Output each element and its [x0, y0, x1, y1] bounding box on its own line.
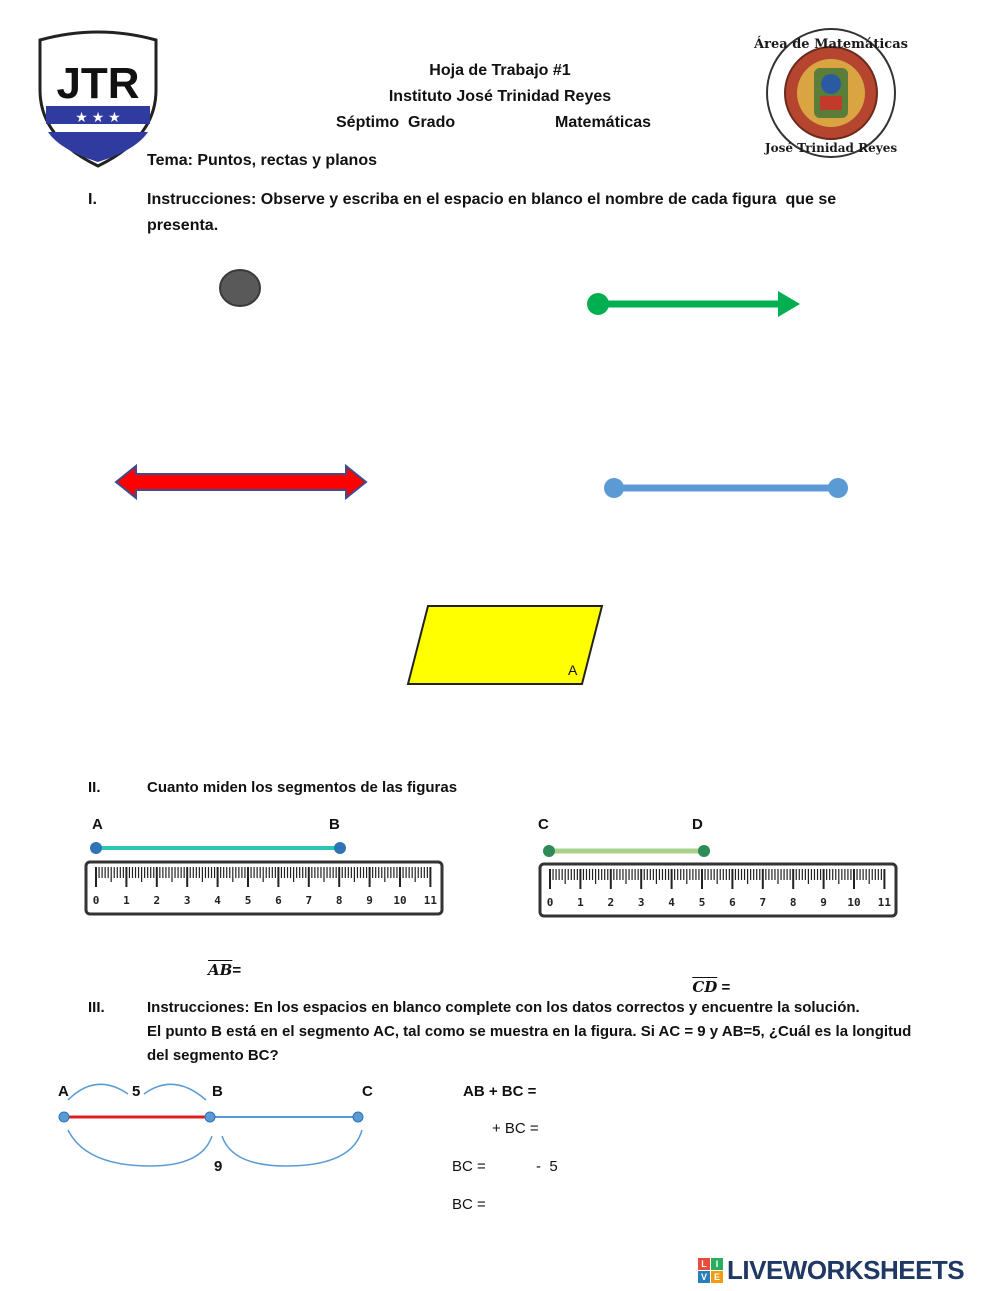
subject-label: Matemáticas [555, 114, 652, 131]
section2-instruction: Cuanto miden los segmentos de las figuras [147, 779, 458, 796]
grade-label: Séptimo Grado [336, 114, 456, 131]
svg-text:Área de Matemáticas: Área de Matemáticas [754, 37, 908, 52]
cd-equals: = [717, 979, 731, 996]
figure-line [114, 464, 370, 500]
equation-1: AB + BC = [463, 1083, 537, 1100]
section3-instruction-line2: El punto B está en el segmento AC, tal como se muestra en la figura. Si AC = 9 y AB=5, ¿Cuál es la longitud [147, 1023, 912, 1040]
equation-4: BC = [452, 1196, 486, 1213]
label-a: A [58, 1083, 69, 1100]
ruler-1-number: 5 [244, 894, 252, 907]
ruler-2-number: 2 [607, 896, 615, 909]
section3-instruction-line3: del segmento BC? [147, 1047, 279, 1064]
equation-2: + BC = [492, 1120, 539, 1137]
ruler-2-number: 9 [820, 896, 827, 909]
badge-letter: L [698, 1258, 710, 1270]
ruler-1-number: 10 [393, 894, 407, 907]
section2-numeral: II. [88, 779, 101, 796]
segment-abc-diagram [56, 1076, 370, 1172]
equation-3-left: BC = [452, 1158, 486, 1175]
badge-letter: I [711, 1258, 723, 1270]
cd-answer [684, 961, 730, 996]
seg-cd-label-d: D [692, 816, 703, 833]
brand-badge [698, 1258, 723, 1283]
page-title: Hoja de Trabajo #1 [429, 62, 571, 79]
ruler-2-number: 7 [759, 896, 767, 909]
section1-numeral: I. [88, 191, 97, 208]
figure-ray [584, 288, 806, 320]
seg-cd-label-c: C [538, 816, 549, 833]
badge-letter: V [698, 1271, 710, 1283]
ruler-1-number: 8 [335, 894, 343, 907]
ruler-2-number: 3 [637, 896, 645, 909]
ruler-2-number: 5 [698, 896, 706, 909]
department-seal [754, 26, 908, 160]
svg-text:José Trinidad Reyes: José Trinidad Reyes [764, 141, 898, 155]
ruler-1-number: 9 [366, 894, 373, 907]
ruler-1-frame [86, 862, 442, 914]
label-ac-length: 9 [214, 1158, 223, 1175]
label-ab-length: 5 [132, 1083, 141, 1100]
svg-text:★ ★ ★: ★ ★ ★ [75, 109, 121, 125]
ruler-1-number: 6 [275, 894, 282, 907]
seg-ab-label-b: B [329, 816, 340, 833]
ab-answer [208, 961, 241, 979]
ruler-2 [538, 862, 898, 918]
ruler-1-number: 11 [423, 894, 438, 907]
school-name: Instituto José Trinidad Reyes [388, 88, 612, 105]
cd-segment-name: $\overline{CD}$ [692, 978, 718, 996]
logo-text-glyphs: JTR [56, 59, 140, 108]
segment-ab [88, 840, 348, 856]
seg-ab-label-a: A [92, 816, 103, 833]
ab-equals: = [232, 962, 242, 979]
ab-segment-name: $\overline{AB}$ [208, 961, 233, 979]
ruler-2-number: 11 [877, 896, 892, 909]
section1-instruction-line2: presenta. [147, 217, 219, 234]
label-c: C [362, 1083, 373, 1100]
liveworksheets-logo [698, 1256, 964, 1284]
section3-numeral: III. [88, 999, 105, 1016]
ruler-2-number: 10 [847, 896, 861, 909]
badge-letter: E [711, 1271, 723, 1283]
ruler-1-number: 2 [153, 894, 161, 907]
ruler-1-number: 7 [305, 894, 313, 907]
ruler-2-number: 8 [789, 896, 797, 909]
figure-segment [600, 474, 852, 502]
ruler-1-number: 4 [214, 894, 221, 907]
label-b: B [212, 1083, 223, 1100]
ruler-2-number: 1 [577, 896, 584, 909]
ruler-1-number: 0 [92, 894, 100, 907]
ruler-1-number: 3 [183, 894, 191, 907]
ruler-2-number: 4 [668, 896, 675, 909]
ruler-2-frame [540, 864, 896, 916]
ruler-2-number: 0 [546, 896, 554, 909]
figure-point [218, 268, 264, 308]
ruler-2-number: 6 [729, 896, 736, 909]
school-logo [36, 28, 160, 168]
ruler-1 [84, 860, 444, 916]
topic-label: Tema: Puntos, rectas y planos [147, 152, 377, 169]
ruler-1-number: 1 [123, 894, 130, 907]
brand-name: LIVEWORKSHEETS [727, 1254, 965, 1285]
plane-label: A [568, 662, 578, 678]
section1-instruction-line1: Instrucciones: Observe y escriba en el espacio en blanco el nombre de cada figura que se [147, 191, 837, 208]
equation-3-right: - 5 [536, 1158, 558, 1175]
segment-cd [542, 843, 712, 859]
section3-instruction-line1: Instrucciones: En los espacios en blanco complete con los datos correctos y encuentre la solución. [147, 999, 860, 1016]
